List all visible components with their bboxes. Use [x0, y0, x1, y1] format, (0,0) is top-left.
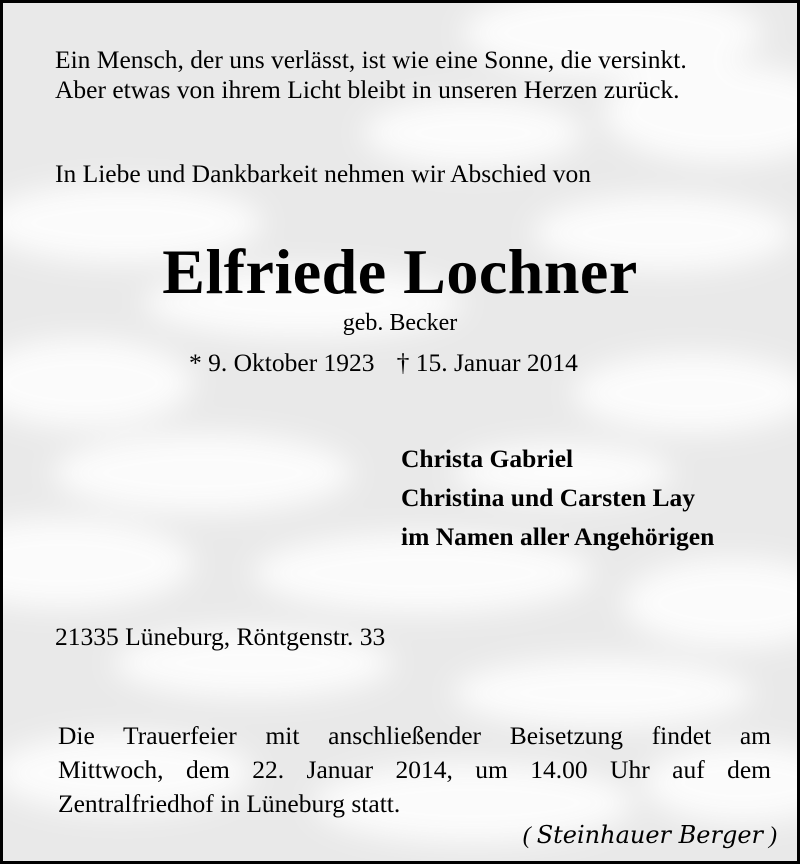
intro-verse-line-1: Ein Mensch, der uns verlässt, ist wie eine Sonne, die versinkt.	[55, 45, 687, 74]
mourner-line: Christa Gabriel	[401, 444, 574, 473]
undertaker-close-paren: )	[769, 823, 777, 849]
intro-verse-line-2: Aber etwas von ihrem Licht bleibt in unseren Herzen zurück.	[55, 75, 680, 104]
deceased-name: Elfriede Lochner	[162, 236, 638, 307]
ceremony-line-2: Mittwoch, dem 22. Januar 2014, um 14.00 Uhr auf dem	[58, 755, 771, 784]
undertaker-open-paren: (	[522, 823, 531, 849]
family-address: 21335 Lüneburg, Röntgenstr. 33	[55, 622, 386, 651]
death-date: † 15. Januar 2014	[396, 348, 578, 377]
mourner-line: im Namen aller Angehörigen	[401, 522, 715, 551]
ceremony-line-1: Die Trauerfeier mit anschließender Beisetzung findet am	[58, 721, 771, 750]
farewell-text: In Liebe und Dankbarkeit nehmen wir Abschied von	[55, 159, 592, 188]
life-dates	[189, 348, 578, 378]
undertaker-name: Steinhauer Berger	[536, 821, 763, 849]
birth-date: * 9. Oktober 1923	[189, 348, 375, 377]
ceremony-line-3: Zentralfriedhof in Lüneburg statt.	[58, 789, 401, 818]
undertaker-credit	[523, 821, 777, 850]
mourner-line: Christina und Carsten Lay	[401, 483, 696, 512]
maiden-name: geb. Becker	[342, 310, 458, 336]
ceremony-announcement	[58, 719, 771, 821]
